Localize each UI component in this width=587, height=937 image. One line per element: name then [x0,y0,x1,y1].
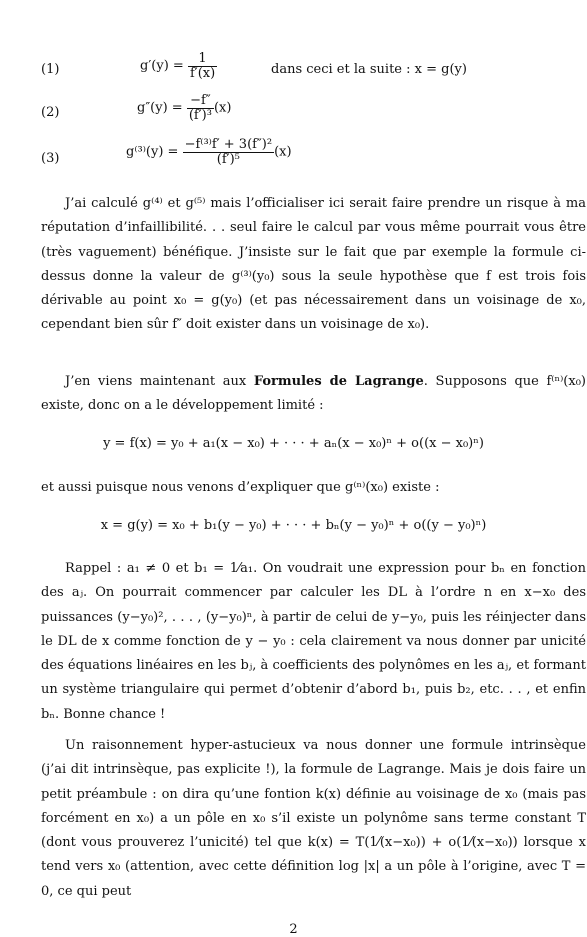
numerator: −f⁽³⁾f′ + 3(f″)² [184,137,273,152]
equation-tail: (x) [274,144,292,160]
equation-lhs: g⁽³⁾(y) = [126,144,179,160]
paragraph [41,370,586,419]
equation-aside: dans ceci et la suite : x = g(y) [271,62,467,77]
equation-tail: (x) [213,100,232,116]
paragraph-text-start: J’en viens maintenant aux [65,374,254,389]
denominator: f′(x) [189,65,216,81]
numerator: −f″ [187,94,214,109]
paragraph-text-end: . Supposons que f⁽ⁿ⁾(x₀) existe, donc on a le développement limité : [41,374,586,414]
fraction [188,52,217,80]
paragraph-text [41,370,586,419]
equation-lhs: g′(y) = [140,58,184,74]
display-equation: y = f(x) = y₀ + a₁(x − x₀) + · · · + aₙ(x − x₀)ⁿ + o((x − x₀)ⁿ) [103,436,484,451]
equation-number: (3) [41,151,60,166]
paragraph-text: Rappel : a₁ ≠ 0 et b₁ = 1⁄a₁. On voudrait une expression pour bₙ en fonction des aⱼ. On pourrait commencer par calculer les DL à l’ordre n en x−x₀ des puissances (y−y₀)², . . . , (y−y₀)ⁿ, à partir de celui de y−y₀, puis les réinjecter dans le DL de x comme fonction de y − y₀ : cela clairement va nous donner par unicité des équations linéaires en les bⱼ, à coefficients des polynômes en les aⱼ, et formant un système triangulaire qui permet d’obtenir d’abord b₁, puis b₂, etc. . . , et enfin bₙ. Bonne chance ! [41,561,586,722]
equation-1 [0,52,587,92]
equation-3 [0,138,587,182]
paragraph-text: Un raisonnement hyper-astucieux va nous donner une formule intrinsèque (j’ai dit intrinsèque, pas explicite !), la formule de Lagrange. Mais je dois faire un petit préambule : on dira qu’une fontion k(x) définie au voisinage de x₀ (mais pas forcément en x₀) a un pôle en x₀ s’il existe un polynôme sans terme constant T (dont vous prouverez l’unicité) tel que k(x) = T(1⁄(x−x₀)) + o(1⁄(x−x₀)) lorsque x tend vers x₀ (attention, avec cette définition log |x| a un pôle à l’origine, avec T = 0, ce qui peut [41,738,586,899]
paragraph [41,476,586,500]
denominator: (f′)³ [188,107,212,123]
equation-body [137,94,231,122]
numerator: 1 [188,52,217,67]
equation-body [140,52,217,80]
denominator: (f′)⁵ [216,151,240,167]
page-number: 2 [289,922,298,937]
paragraph [41,734,586,904]
paragraph-text: J’ai calculé g⁽⁴⁾ et g⁽⁵⁾ mais l’officialiser ici serait faire prendre un risque à ma réputation d’infaillibilité. . . seul faire le calcul par vous même pourrait vous être (très vaguement) bénéfique. J’insiste sur le fait que par exemple la formule ci-dessus donne la valeur de g⁽³⁾(y₀) sous la seule hypothèse que f est trois fois dérivable au point x₀ = g(y₀) (et pas nécessairement dans un voisinage de x₀, cependant bien sûr f″ doit exister dans un voisinage de x₀). [41,196,586,333]
paragraph [41,557,586,727]
lagrange-heading: Formules de Lagrange [253,374,424,389]
fraction [187,94,214,122]
paragraph-text: et aussi puisque nous venons d’expliquer que g⁽ⁿ⁾(x₀) existe : [41,480,440,495]
fraction [183,138,275,166]
equation-number: (2) [41,105,60,120]
equation-lhs: g″(y) = [137,100,183,116]
paragraph [41,192,586,338]
display-equation: x = g(y) = x₀ + b₁(y − y₀) + · · · + bₙ(y − y₀)ⁿ + o((y − y₀)ⁿ) [100,518,487,533]
equation-2 [0,94,587,134]
equation-body [126,138,292,166]
equation-number: (1) [41,62,60,77]
